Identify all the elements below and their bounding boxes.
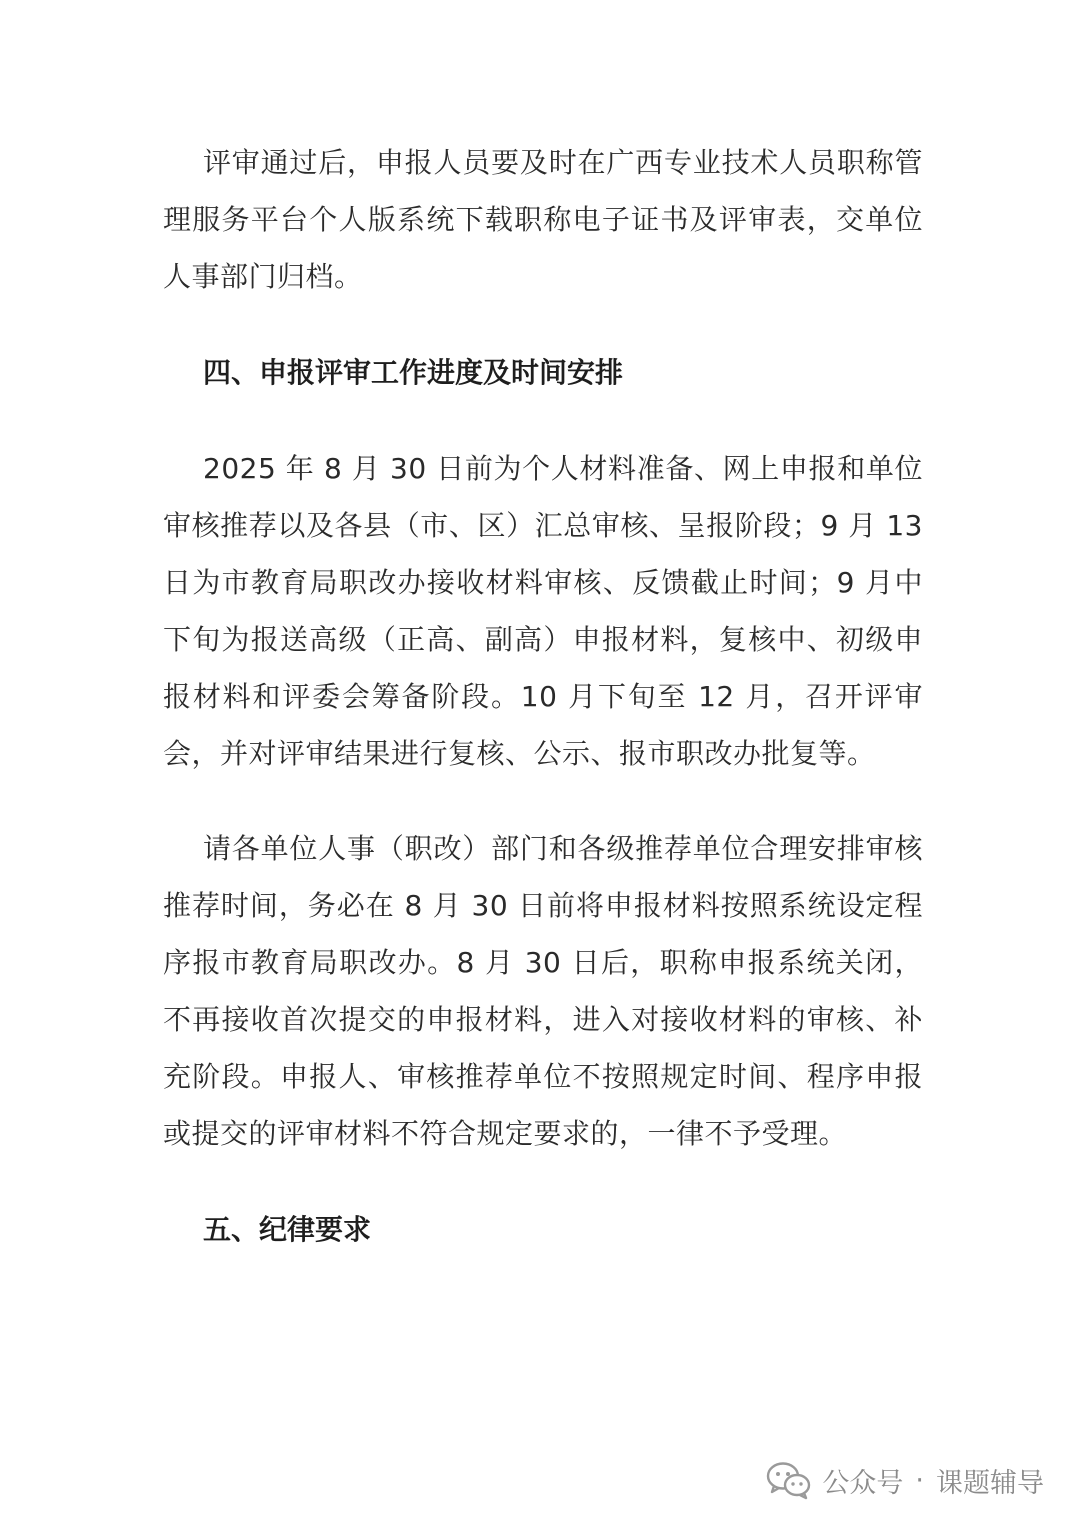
paragraph-submission-deadline: 请各单位人事（职改）部门和各级推荐单位合理安排审核推荐时间，务必在 8 月 30 日前将申报材料按照系统设定程序报市教育局职改办。8 月 30 日后，职称申报系统关闭，不再接收首次提交的申报材料，进入对接收材料的审核、补充阶段。申报人、审核推荐单位不按照规定时间、程序申报或提交的评审材料不符合规定要求的，一律不予受理。 xyxy=(163,832,923,1150)
paragraph-review-pass: 评审通过后，申报人员要及时在广西专业技术人员职称管理服务平台个人版系统下载职称电子证书及评审表，交单位人事部门归档。 xyxy=(163,146,923,293)
watermark-account: 课题辅导 xyxy=(936,1467,1044,1499)
section-4-heading: 四、申报评审工作进度及时间安排 xyxy=(203,356,624,389)
watermark-label: 公众号 xyxy=(822,1467,904,1499)
wechat-icon xyxy=(766,1460,812,1500)
wechat-watermark xyxy=(766,1460,1044,1500)
section-5-heading: 五、纪律要求 xyxy=(203,1213,372,1246)
watermark-separator: · xyxy=(915,1464,924,1496)
paragraph-schedule: 2025 年 8 月 30 日前为个人材料准备、网上申报和单位审核推荐以及各县（市、区）汇总审核、呈报阶段；9 月 13 日为市教育局职改办接收材料审核、反馈截止时间；9 月中下旬为报送高级（正高、副高）申报材料，复核中、初级申报材料和评委会筹备阶段。10 月下旬至 12 月，召开评审会，并对评审结果进行复核、公示、报市职改办批复等。 xyxy=(163,452,923,770)
